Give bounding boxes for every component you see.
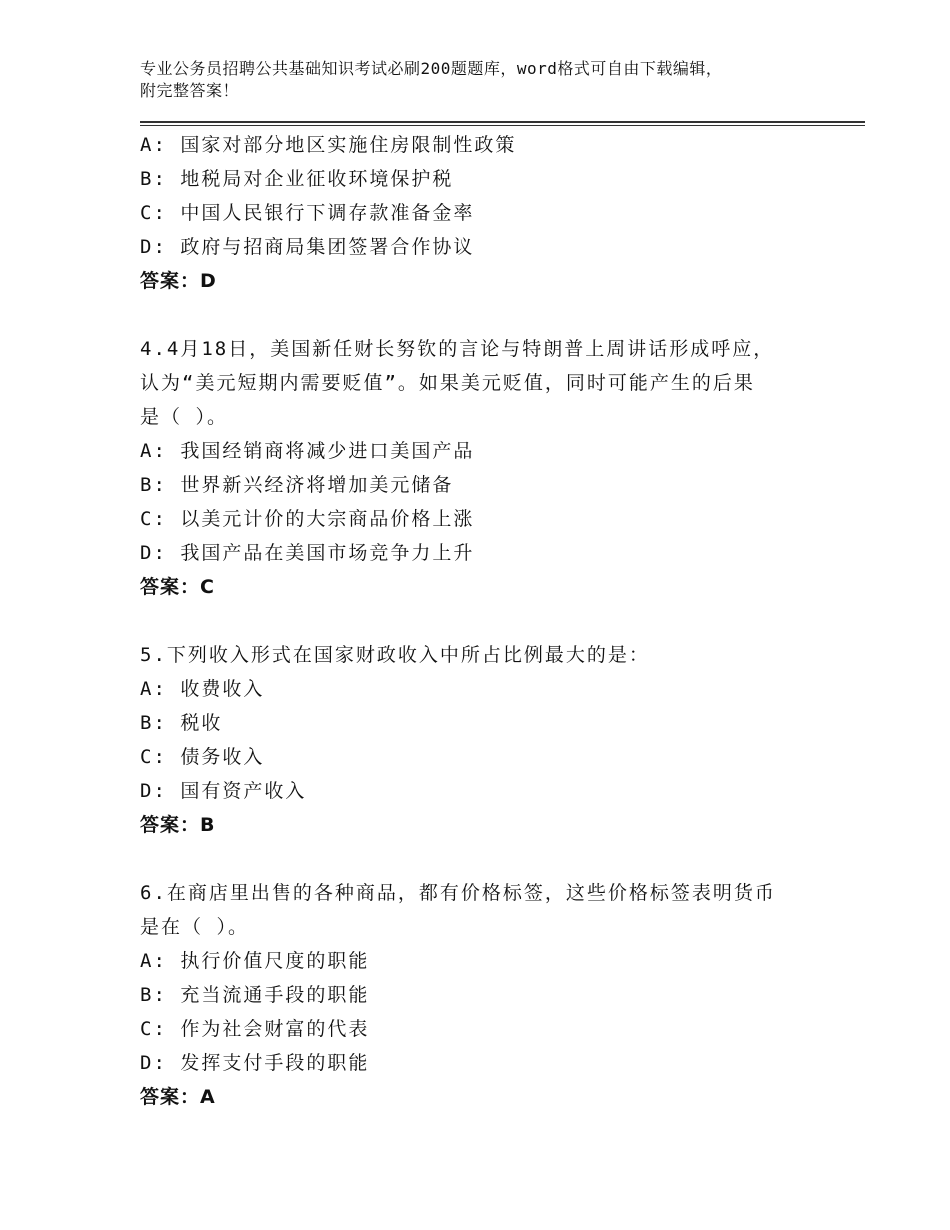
option-b: B: 充当流通手段的职能 bbox=[140, 984, 370, 1006]
option-c: C: 中国人民银行下调存款准备金率 bbox=[140, 202, 475, 224]
header-title-line-1: 专业公务员招聘公共基础知识考试必刷200题题库，word格式可自由下载编辑， bbox=[140, 59, 723, 78]
page-header bbox=[140, 58, 840, 102]
question-stem-line: 认为“美元短期内需要贬值”。如果美元贬值，同时可能产生的后果 bbox=[140, 372, 755, 394]
question-block bbox=[140, 332, 860, 604]
question-block bbox=[140, 876, 860, 1114]
question-stem-line: 是（ ）。 bbox=[140, 406, 228, 428]
option-d: D: 我国产品在美国市场竞争力上升 bbox=[140, 542, 475, 564]
answer-label: 答案：C bbox=[140, 576, 215, 598]
header-divider-thin bbox=[140, 125, 865, 126]
question-list bbox=[140, 128, 860, 1114]
option-b: B: 地税局对企业征收环境保护税 bbox=[140, 168, 454, 190]
answer-label: 答案：B bbox=[140, 814, 216, 836]
option-b: B: 世界新兴经济将增加美元储备 bbox=[140, 474, 454, 496]
answer-label: 答案：A bbox=[140, 1086, 216, 1108]
option-d: D: 国有资产收入 bbox=[140, 780, 307, 802]
option-d: D: 政府与招商局集团签署合作协议 bbox=[140, 236, 475, 258]
option-a: A: 国家对部分地区实施住房限制性政策 bbox=[140, 134, 517, 156]
option-d: D: 发挥支付手段的职能 bbox=[140, 1052, 370, 1074]
question-block bbox=[140, 128, 860, 298]
option-c: C: 以美元计价的大宗商品价格上涨 bbox=[140, 508, 475, 530]
question-stem-line: 4.4月18日，美国新任财长努钦的言论与特朗普上周讲话形成呼应， bbox=[140, 338, 775, 360]
question-stem-line: 5.下列收入形式在国家财政收入中所占比例最大的是： bbox=[140, 644, 650, 666]
question-block bbox=[140, 638, 860, 842]
header-title-line-2: 附完整答案！ bbox=[140, 81, 240, 100]
answer-label: 答案：D bbox=[140, 270, 217, 292]
question-stem-line: 6.在商店里出售的各种商品，都有价格标签，这些价格标签表明货币 bbox=[140, 882, 776, 904]
option-c: C: 债务收入 bbox=[140, 746, 265, 768]
question-stem-line: 是在（ ）。 bbox=[140, 916, 249, 938]
option-a: A: 执行价值尺度的职能 bbox=[140, 950, 370, 972]
option-c: C: 作为社会财富的代表 bbox=[140, 1018, 370, 1040]
header-divider-thick bbox=[140, 121, 865, 123]
option-a: A: 收费收入 bbox=[140, 678, 265, 700]
option-b: B: 税收 bbox=[140, 712, 223, 734]
option-a: A: 我国经销商将减少进口美国产品 bbox=[140, 440, 475, 462]
